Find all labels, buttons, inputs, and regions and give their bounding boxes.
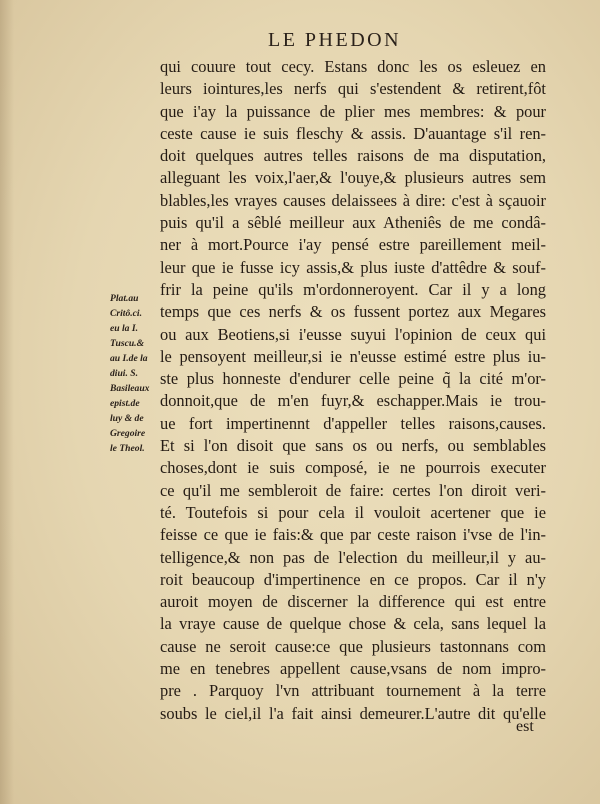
text-line: ner à mort.Pource i'ay pensé estre pareillement meil- — [160, 235, 546, 255]
text-line: feisse ce que ie fais:& que par ceste raison i'vse de l'in- — [160, 525, 546, 545]
text-line: qui couure tout cecy. Estans donc les os esleuez en — [160, 57, 546, 76]
marginal-note-line: luy & de — [110, 413, 144, 424]
text-line: le pensoyent meilleur,si ie n'eusse estimé estre plus iu- — [160, 346, 546, 366]
marginal-note-line: diui. S. — [110, 368, 138, 379]
text-line: pre . Parquoy l'vn attribuant tournement à la terre — [160, 681, 546, 701]
marginal-note-line: au I.de la — [110, 353, 148, 364]
page-edge-shadow — [0, 0, 14, 804]
text-line: cause ne seroit cause:ce que plusieurs tastonnans com — [160, 636, 546, 656]
text-line: puis qu'il a sêblé meilleur aux Atheniês de me condâ- — [160, 213, 546, 233]
text-line: frir la peine qu'ils m'ordonneroyent. Car il y a long — [160, 279, 546, 299]
marginal-note-line: Plat.au — [110, 293, 139, 304]
marginal-notes — [110, 291, 160, 456]
text-line: ce qu'il me sembleroit de faire: certes l'on diroit veri- — [160, 480, 546, 500]
text-line: la vraye cause de quelque chose & cela, sans lequel la — [160, 614, 546, 634]
text-line: temps que ces nerfs & os fussent portez aux Megares — [160, 302, 546, 322]
text-line: telligence,& non pas de l'election du meilleur,il y au- — [160, 547, 546, 567]
catchword: est — [516, 718, 534, 735]
text-line: alleguant les voix,l'aer,& l'ouye,& plusieurs autres sem — [160, 168, 546, 188]
marginal-note-line: eu la I. — [110, 323, 138, 334]
text-line: auroit moyen de discerner la difference qui est entre — [160, 592, 546, 612]
body-text — [160, 56, 546, 725]
marginal-note-line: epist.de — [110, 398, 140, 409]
text-line: ou aux Beotiens,si i'eusse suyui l'opinion de ceux qui — [160, 324, 546, 344]
text-line: Et si l'on disoit que sans os ou nerfs, ou semblables — [160, 436, 546, 456]
marginal-note-line: Critô.ci. — [110, 308, 142, 319]
text-line: leur que ie fusse icy assis,& plus iuste d'attêdre & souf- — [160, 257, 546, 277]
text-line: ste plus honneste d'endurer celle peine q̃ la cité m'or- — [160, 369, 546, 389]
text-line: choses,dont ie suis composé, ie ne pourrois executer — [160, 458, 546, 478]
marginal-note-line: Tuscu.& — [110, 338, 145, 349]
text-line: té. Toutefois si pour cela il vouloit acertener que ie — [160, 502, 546, 522]
text-line: ceste cause ie suis fleschy & assis. D'auantage s'il ren- — [160, 123, 546, 143]
marginal-note-line: Basileaux — [110, 383, 150, 394]
marginal-note-line: Gregoire — [110, 428, 146, 439]
text-line: que i'ay la puissance de plier mes membres: & pour — [160, 101, 546, 121]
text-line: blables,les vrayes causes delaissees à dire: c'est à sçauoir — [160, 190, 546, 210]
running-head: LE PHEDON — [268, 29, 402, 51]
text-line: donnoit,que de m'en fuyr,& eschapper.Mais ie trou- — [160, 391, 546, 411]
marginal-note-line: le Theol. — [110, 443, 145, 454]
text-line: ue fort impertinennt d'appeller telles raisons,causes. — [160, 413, 546, 433]
text-line: roit beaucoup d'impertinence en ce propos. Car il n'y — [160, 569, 546, 589]
text-line: leurs iointures,les nerfs qui s'estendent & retirent,fôt — [160, 79, 546, 99]
text-line: soubs le ciel,il l'a fait ainsi demeurer.L'autre dit qu'elle — [160, 703, 546, 723]
text-line: doit quelques autres telles raisons de ma disputation, — [160, 146, 546, 166]
text-line: me en tenebres appellent cause,vsans de nom impro- — [160, 659, 546, 679]
